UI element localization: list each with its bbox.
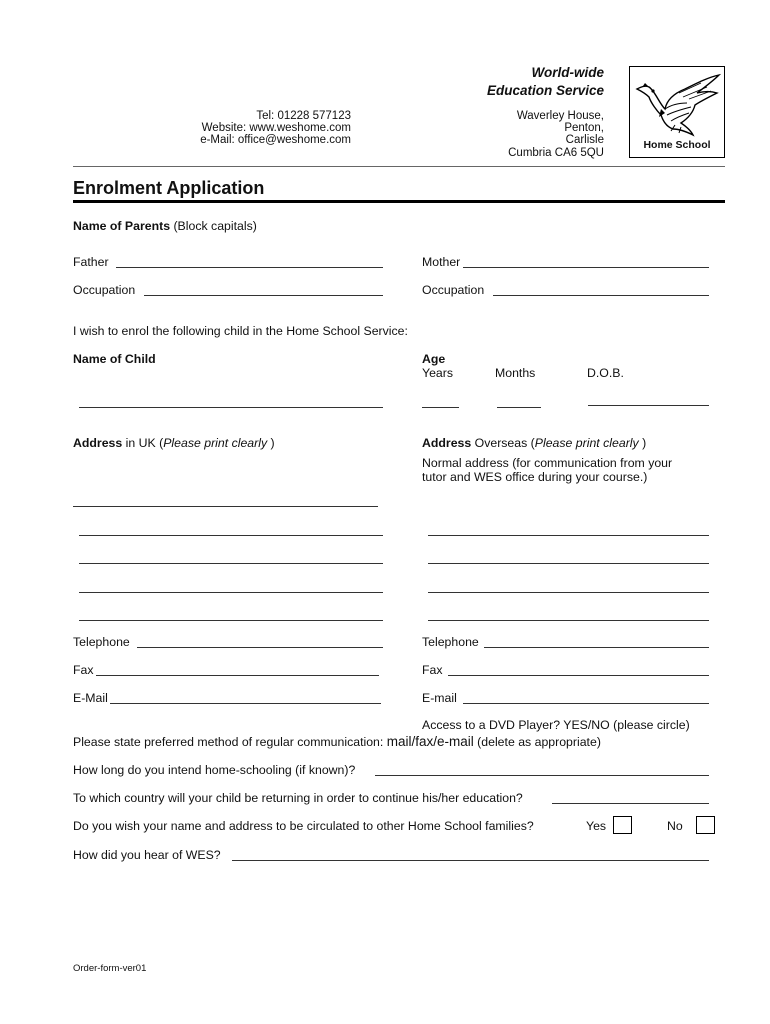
enrol-intro: I wish to enrol the following child in the Home School Service:	[73, 324, 408, 338]
mother-occupation-label: Occupation	[422, 283, 485, 297]
page-title: Enrolment Application	[73, 178, 265, 198]
title-rule	[73, 200, 725, 203]
overseas-address-label-end: )	[638, 436, 647, 450]
overseas-address-field-2[interactable]	[428, 563, 709, 564]
communication-suffix: (delete as appropriate)	[473, 735, 601, 749]
age-label	[422, 352, 445, 366]
heard-label: How did you hear of WES?	[73, 848, 221, 862]
uk-fax-field[interactable]	[96, 675, 379, 676]
mother-occupation-field[interactable]	[493, 295, 709, 296]
circulate-no-label: No	[667, 819, 683, 833]
circulate-no-checkbox[interactable]	[696, 816, 715, 834]
overseas-note-line1: Normal address (for communication from your	[422, 456, 673, 470]
overseas-address-label-bold: Address	[422, 436, 472, 450]
months-label: Months	[495, 366, 536, 380]
circulate-question: Do you wish your name and address to be circulated to other Home School families?	[73, 819, 534, 833]
overseas-telephone-label: Telephone	[422, 635, 479, 649]
dvd-question: Access to a DVD Player? YES/NO (please circle)	[422, 718, 690, 732]
overseas-email-label: E-mail	[422, 691, 457, 705]
age-months-field[interactable]	[497, 407, 541, 408]
child-name-label-text: Name of Child	[73, 352, 156, 366]
org-name-line2: Education Service	[486, 83, 604, 98]
parents-heading-label: Name of Parents	[73, 219, 171, 233]
circulate-yes-label: Yes	[586, 819, 607, 833]
father-occupation-field[interactable]	[144, 295, 383, 296]
country-label: To which country will your child be returning in order to continue his/her education?	[73, 791, 523, 805]
overseas-address-label-mid: Overseas (	[471, 436, 535, 450]
communication-prefix: Please state preferred method of regular communication:	[73, 735, 387, 749]
footer-version: Order-form-ver01	[73, 963, 147, 974]
uk-address-label-bold: Address	[73, 436, 123, 450]
contact-tel: Tel: 01228 577123	[256, 110, 351, 122]
overseas-fax-field[interactable]	[448, 675, 709, 676]
logo-label: Home School	[643, 139, 711, 151]
uk-address-label	[73, 436, 275, 450]
uk-address-field-2[interactable]	[79, 535, 383, 536]
home-school-logo	[629, 66, 725, 158]
father-occupation-label: Occupation	[73, 283, 136, 297]
country-field[interactable]	[552, 803, 709, 804]
uk-address-field-3[interactable]	[79, 563, 383, 564]
uk-address-field-1[interactable]	[73, 506, 378, 507]
dob-field[interactable]	[588, 405, 709, 406]
overseas-telephone-field[interactable]	[484, 647, 709, 648]
address-line-4: Cumbria CA6 5QU	[508, 147, 604, 159]
overseas-fax-label: Fax	[422, 663, 443, 677]
bird-icon	[631, 69, 723, 139]
uk-telephone-label: Telephone	[73, 635, 130, 649]
parents-heading	[73, 219, 257, 233]
overseas-address-field-1[interactable]	[428, 535, 709, 536]
mother-label: Mother	[422, 255, 461, 269]
age-label-text: Age	[422, 352, 446, 366]
header-divider	[73, 166, 725, 167]
overseas-email-field[interactable]	[463, 703, 709, 704]
overseas-address-label-italic: Please print clearly	[534, 436, 639, 450]
org-name-line1: World-wide	[531, 65, 604, 80]
uk-address-label-mid: in UK (	[122, 436, 164, 450]
child-name-label	[73, 352, 156, 366]
contact-website: Website: www.weshome.com	[201, 122, 351, 134]
uk-fax-label: Fax	[73, 663, 94, 677]
communication-options[interactable]: mail/fax/e-mail	[386, 734, 474, 749]
address-line-3: Carlisle	[565, 134, 604, 146]
uk-email-label: E-Mail	[73, 691, 108, 705]
overseas-address-label	[422, 436, 646, 450]
father-label: Father	[73, 255, 109, 269]
uk-email-field[interactable]	[110, 703, 381, 704]
heard-field[interactable]	[232, 860, 709, 861]
communication-question	[73, 734, 601, 749]
address-line-1: Waverley House,	[516, 110, 604, 122]
contact-email: e-Mail: office@weshome.com	[200, 134, 351, 146]
father-field[interactable]	[116, 267, 383, 268]
address-line-2: Penton,	[564, 122, 604, 134]
overseas-address-field-4[interactable]	[428, 620, 709, 621]
how-long-field[interactable]	[375, 775, 709, 776]
uk-address-field-4[interactable]	[79, 592, 383, 593]
overseas-note-line2: tutor and WES office during your course.)	[422, 470, 648, 484]
how-long-label: How long do you intend home-schooling (if known)?	[73, 763, 356, 777]
years-label: Years	[422, 366, 453, 380]
uk-telephone-field[interactable]	[137, 647, 383, 648]
dob-label: D.O.B.	[587, 366, 624, 380]
uk-address-label-italic: Please print clearly	[163, 436, 268, 450]
circulate-yes-checkbox[interactable]	[613, 816, 632, 834]
mother-field[interactable]	[463, 267, 709, 268]
child-name-field[interactable]	[79, 407, 383, 408]
uk-address-field-5[interactable]	[79, 620, 383, 621]
uk-address-label-end: )	[267, 436, 275, 450]
overseas-address-field-3[interactable]	[428, 592, 709, 593]
age-years-field[interactable]	[422, 407, 459, 408]
parents-heading-note: (Block capitals)	[170, 219, 257, 233]
